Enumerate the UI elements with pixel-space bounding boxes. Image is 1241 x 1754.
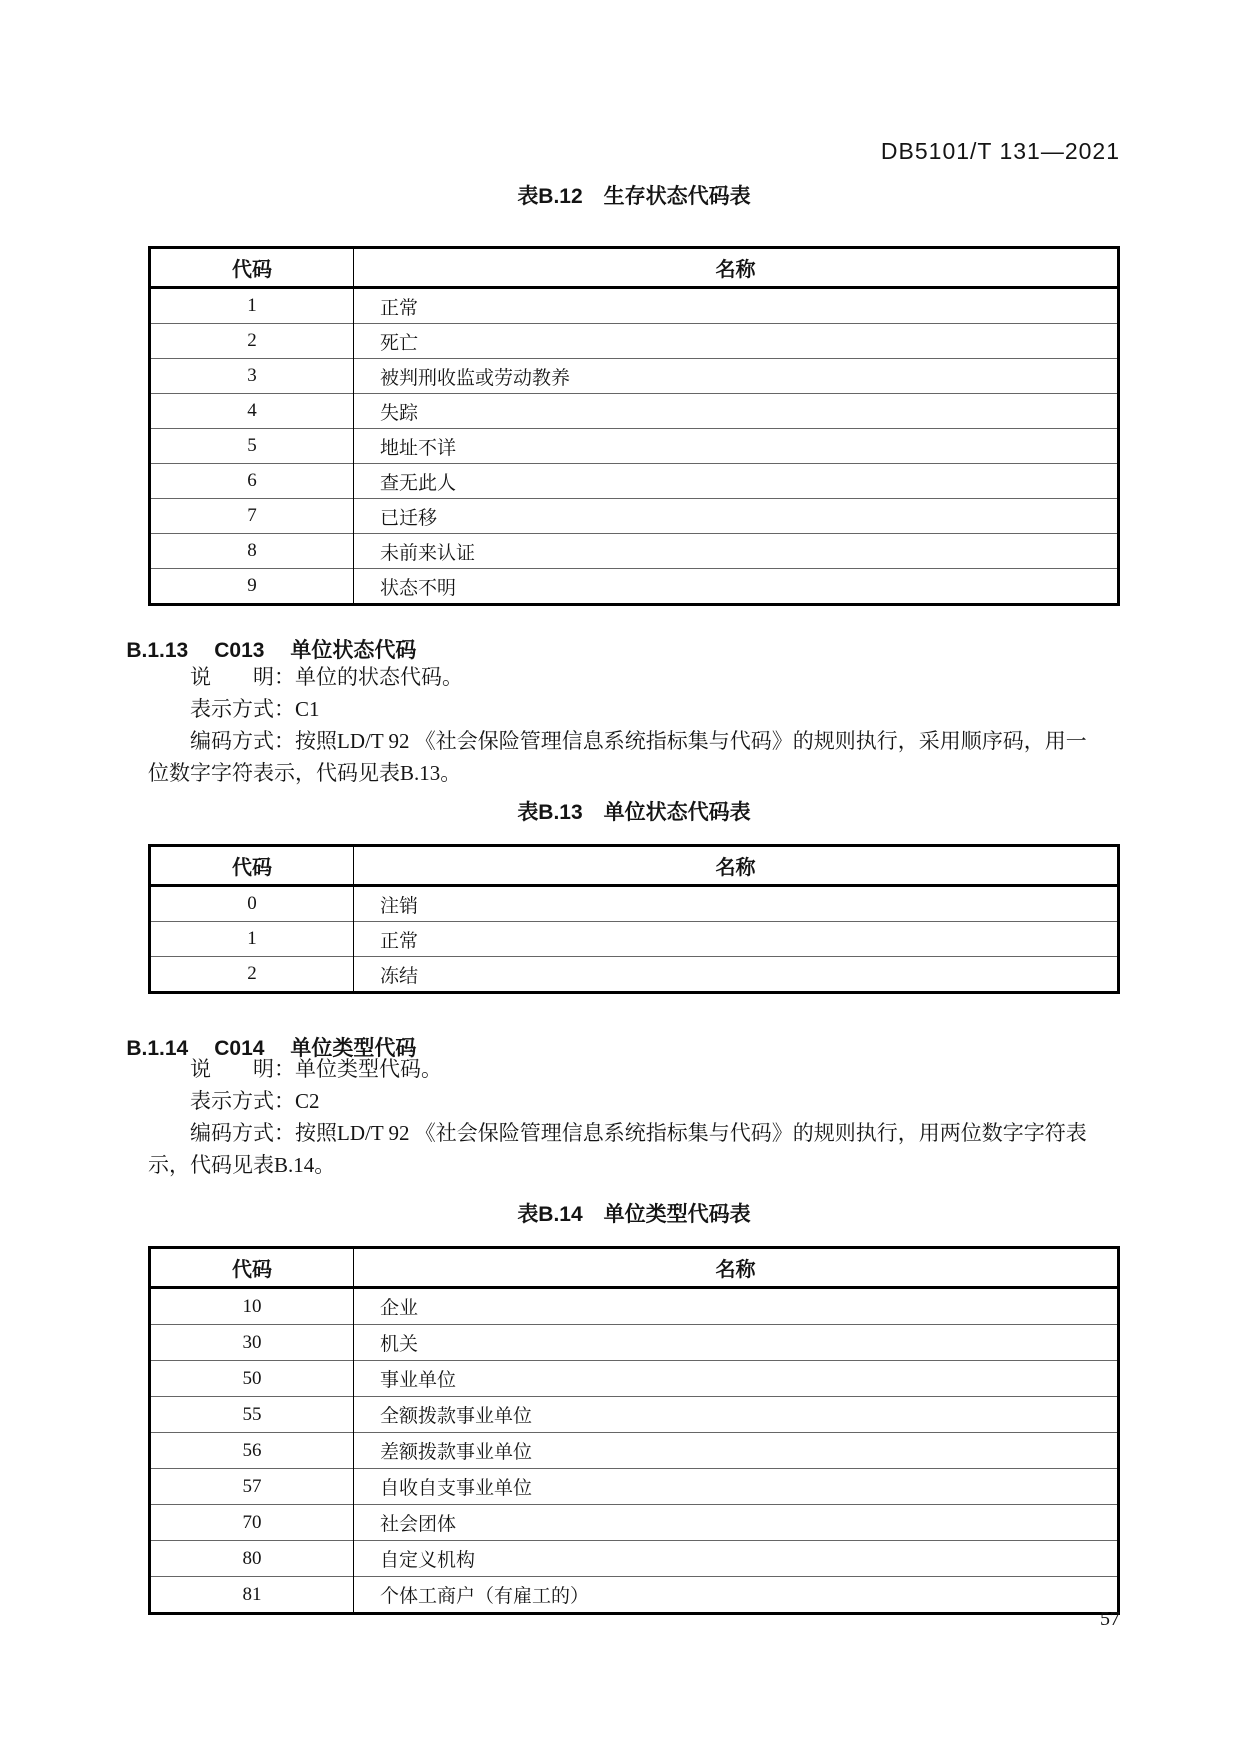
name-cell: 社会团体: [354, 1505, 1119, 1541]
table-row: [150, 1433, 1119, 1469]
name-cell: 自收自支事业单位: [354, 1469, 1119, 1505]
col-header-name: 名称: [354, 1248, 1119, 1288]
name-cell: 状态不明: [354, 569, 1119, 605]
heading-title: 单位状态代码: [290, 639, 417, 662]
paragraph-line: 位数字字符表示，代码见表B.13。: [148, 761, 462, 785]
heading-code: C013: [214, 639, 265, 662]
name-cell: 差额拨款事业单位: [354, 1433, 1119, 1469]
table-row: [150, 499, 1119, 534]
table-row: [150, 1361, 1119, 1397]
paragraph-line: 表示方式：C2: [190, 1089, 320, 1113]
name-cell: 地址不详: [354, 429, 1119, 464]
code-table-b12: [148, 246, 1120, 606]
paragraph-line: 示，代码见表B.14。: [148, 1153, 336, 1177]
page-number: 57: [1100, 1608, 1120, 1630]
table-header-row: [150, 846, 1119, 886]
code-cell: 56: [150, 1433, 354, 1469]
code-table-b13: [148, 844, 1120, 994]
name-cell: 未前来认证: [354, 534, 1119, 569]
col-header-code: 代码: [150, 1248, 354, 1288]
code-cell: 8: [150, 534, 354, 569]
table-row: [150, 1325, 1119, 1361]
name-cell: 冻结: [354, 957, 1119, 993]
name-cell: 死亡: [354, 324, 1119, 359]
name-cell: 正常: [354, 922, 1119, 957]
paragraph-line: 编码方式：按照LD/T 92 《社会保险管理信息系统指标集与代码》的规则执行，用两位数字字符表: [190, 1121, 1087, 1145]
doc-number: DB5101/T 131—2021: [880, 138, 1120, 164]
code-cell: 9: [150, 569, 354, 605]
table-row: [150, 957, 1119, 993]
name-cell: 已迁移: [354, 499, 1119, 534]
table-caption-b13: 表B.13 单位状态代码表: [517, 801, 751, 824]
code-cell: 55: [150, 1397, 354, 1433]
name-cell: 被判刑收监或劳动教养: [354, 359, 1119, 394]
table-row: [150, 1541, 1119, 1577]
paragraph-line: 表示方式：C1: [190, 697, 320, 721]
table-row: [150, 429, 1119, 464]
table-row: [150, 464, 1119, 499]
col-header-name: 名称: [354, 248, 1119, 288]
code-cell: 1: [150, 922, 354, 957]
table-caption-b14: 表B.14 单位类型代码表: [517, 1203, 751, 1226]
table-row: [150, 922, 1119, 957]
table-row: [150, 324, 1119, 359]
paragraph-line: 说 明：单位类型代码。: [190, 1057, 442, 1081]
table-row: [150, 359, 1119, 394]
col-header-code: 代码: [150, 846, 354, 886]
table-row: [150, 1288, 1119, 1325]
code-cell: 10: [150, 1288, 354, 1325]
table-row: [150, 1469, 1119, 1505]
col-header-name: 名称: [354, 846, 1119, 886]
name-cell: 自定义机构: [354, 1541, 1119, 1577]
code-cell: 3: [150, 359, 354, 394]
table-row: [150, 1397, 1119, 1433]
table-row: [150, 534, 1119, 569]
col-header-code: 代码: [150, 248, 354, 288]
heading-number: B.1.14: [126, 1037, 189, 1060]
table-header-row: [150, 1248, 1119, 1288]
code-cell: 1: [150, 288, 354, 324]
code-cell: 6: [150, 464, 354, 499]
name-cell: 正常: [354, 288, 1119, 324]
name-cell: 失踪: [354, 394, 1119, 429]
code-cell: 57: [150, 1469, 354, 1505]
name-cell: 机关: [354, 1325, 1119, 1361]
name-cell: 注销: [354, 886, 1119, 922]
table-caption-b12: 表B.12 生存状态代码表: [517, 185, 751, 208]
code-cell: 5: [150, 429, 354, 464]
table-row: [150, 1577, 1119, 1614]
table-header-row: [150, 248, 1119, 288]
table-row: [150, 1505, 1119, 1541]
table-row: [150, 288, 1119, 324]
name-cell: 全额拨款事业单位: [354, 1397, 1119, 1433]
code-table-b14: [148, 1246, 1120, 1615]
code-cell: 0: [150, 886, 354, 922]
table-row: [150, 886, 1119, 922]
code-cell: 2: [150, 957, 354, 993]
code-cell: 4: [150, 394, 354, 429]
code-cell: 7: [150, 499, 354, 534]
name-cell: 个体工商户（有雇工的）: [354, 1577, 1119, 1614]
code-cell: 2: [150, 324, 354, 359]
name-cell: 事业单位: [354, 1361, 1119, 1397]
table-row: [150, 394, 1119, 429]
code-cell: 70: [150, 1505, 354, 1541]
code-cell: 30: [150, 1325, 354, 1361]
paragraph-line: 说 明：单位的状态代码。: [190, 665, 463, 689]
paragraph-line: 编码方式：按照LD/T 92 《社会保险管理信息系统指标集与代码》的规则执行，采用顺序码，用一: [190, 729, 1087, 753]
code-cell: 80: [150, 1541, 354, 1577]
heading-code: C014: [214, 1037, 265, 1060]
name-cell: 查无此人: [354, 464, 1119, 499]
name-cell: 企业: [354, 1288, 1119, 1325]
table-row: [150, 569, 1119, 605]
heading-title: 单位类型代码: [290, 1037, 417, 1060]
code-cell: 81: [150, 1577, 354, 1614]
heading-number: B.1.13: [126, 639, 189, 662]
code-cell: 50: [150, 1361, 354, 1397]
